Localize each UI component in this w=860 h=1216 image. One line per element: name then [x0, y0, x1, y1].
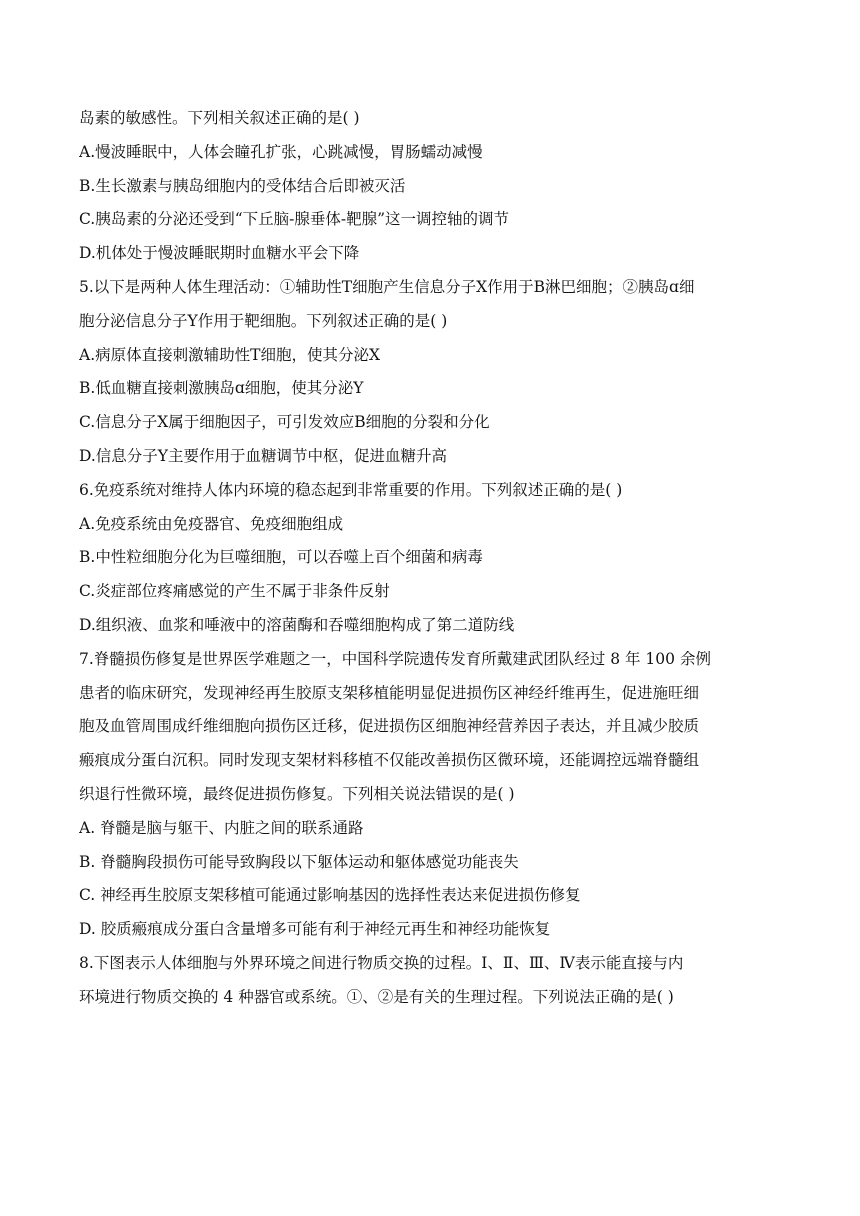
- q6-stem: 6.免疫系统对维持人体内环境的稳态起到非常重要的作用。下列叙述正确的是( ): [79, 480, 623, 499]
- q7-option-b: B. 脊髓胸段损伤可能导致胸段以下躯体运动和躯体感觉功能丧失: [79, 852, 519, 871]
- q6-option-c: C.炎症部位疼痛感觉的产生不属于非条件反射: [79, 582, 390, 601]
- q4-option-c: C.胰岛素的分泌还受到“下丘脑-腺垂体-靶腺”这一调控轴的调节: [79, 210, 510, 229]
- q5-stem-line-1: 5.以下是两种人体生理活动：①辅助性T细胞产生信息分子X作用于B淋巴细胞；②胰岛ɑ细: [79, 277, 695, 296]
- q8-stem-line-2: 环境进行物质交换的 4 种器官或系统。①、②是有关的生理过程。下列说法正确的是( ): [79, 987, 674, 1006]
- q7-stem-line-5: 织退行性微环境，最终促进损伤修复。下列相关说法错误的是( ): [79, 784, 515, 803]
- q7-stem-line-4: 瘢痕成分蛋白沉积。同时发现支架材料移植不仅能改善损伤区微环境，还能调控远端脊髓组: [79, 751, 700, 770]
- q7-option-c: C. 神经再生胶原支架移植可能通过影响基因的选择性表达来促进损伤修复: [79, 886, 581, 905]
- q6-option-b: B.中性粒细胞分化为巨噬细胞，可以吞噬上百个细菌和病毒: [79, 548, 483, 567]
- q6-option-a: A.免疫系统由免疫器官、免疫细胞组成: [79, 514, 344, 533]
- q7-stem-line-3: 胞及血管周围成纤维细胞向损伤区迁移，促进损伤区细胞神经营养因子表达，并且减少胶质: [79, 717, 700, 736]
- q7-stem-line-1: 7.脊髓损伤修复是世界医学难题之一，中国科学院遗传发育所戴建武团队经过 8 年 100 余例: [79, 649, 711, 668]
- q5-option-a: A.病原体直接刺激辅助性T细胞，使其分泌X: [79, 345, 380, 364]
- q8-stem-line-1: 8.下图表示人体细胞与外界环境之间进行物质交换的过程。Ⅰ、Ⅱ、Ⅲ、Ⅳ表示能直接与内: [79, 953, 684, 972]
- q5-option-c: C.信息分子X属于细胞因子，可引发效应B细胞的分裂和分化: [79, 413, 490, 432]
- q4-option-a: A.慢波睡眠中，人体会瞳孔扩张，心跳减慢，胃肠蠕动减慢: [79, 142, 483, 161]
- q7-option-a: A. 脊髓是脑与躯干、内脏之间的联系通路: [79, 818, 364, 837]
- q5-stem-line-2: 胞分泌信息分子Y作用于靶细胞。下列叙述正确的是( ): [79, 311, 448, 330]
- q4-option-b: B.生长激素与胰岛细胞内的受体结合后即被灭活: [79, 176, 406, 195]
- q5-option-d: D.信息分子Y主要作用于血糖调节中枢，促进血糖升高: [79, 446, 448, 465]
- q7-option-d: D. 胶质瘢痕成分蛋白含量增多可能有利于神经元再生和神经功能恢复: [79, 920, 551, 939]
- q5-option-b: B.低血糖直接刺激胰岛ɑ细胞，使其分泌Y: [79, 379, 364, 398]
- q7-stem-line-2: 患者的临床研究，发现神经再生胶原支架移植能明显促进损伤区神经纤维再生，促进施旺细: [79, 683, 700, 702]
- q4-option-d: D.机体处于慢波睡眠期时血糖水平会下降: [79, 244, 360, 263]
- q6-option-d: D.组织液、血浆和唾液中的溶菌酶和吞噬细胞构成了第二道防线: [79, 615, 515, 634]
- q4-stem-continuation: 岛素的敏感性。下列相关叙述正确的是( ): [79, 109, 360, 127]
